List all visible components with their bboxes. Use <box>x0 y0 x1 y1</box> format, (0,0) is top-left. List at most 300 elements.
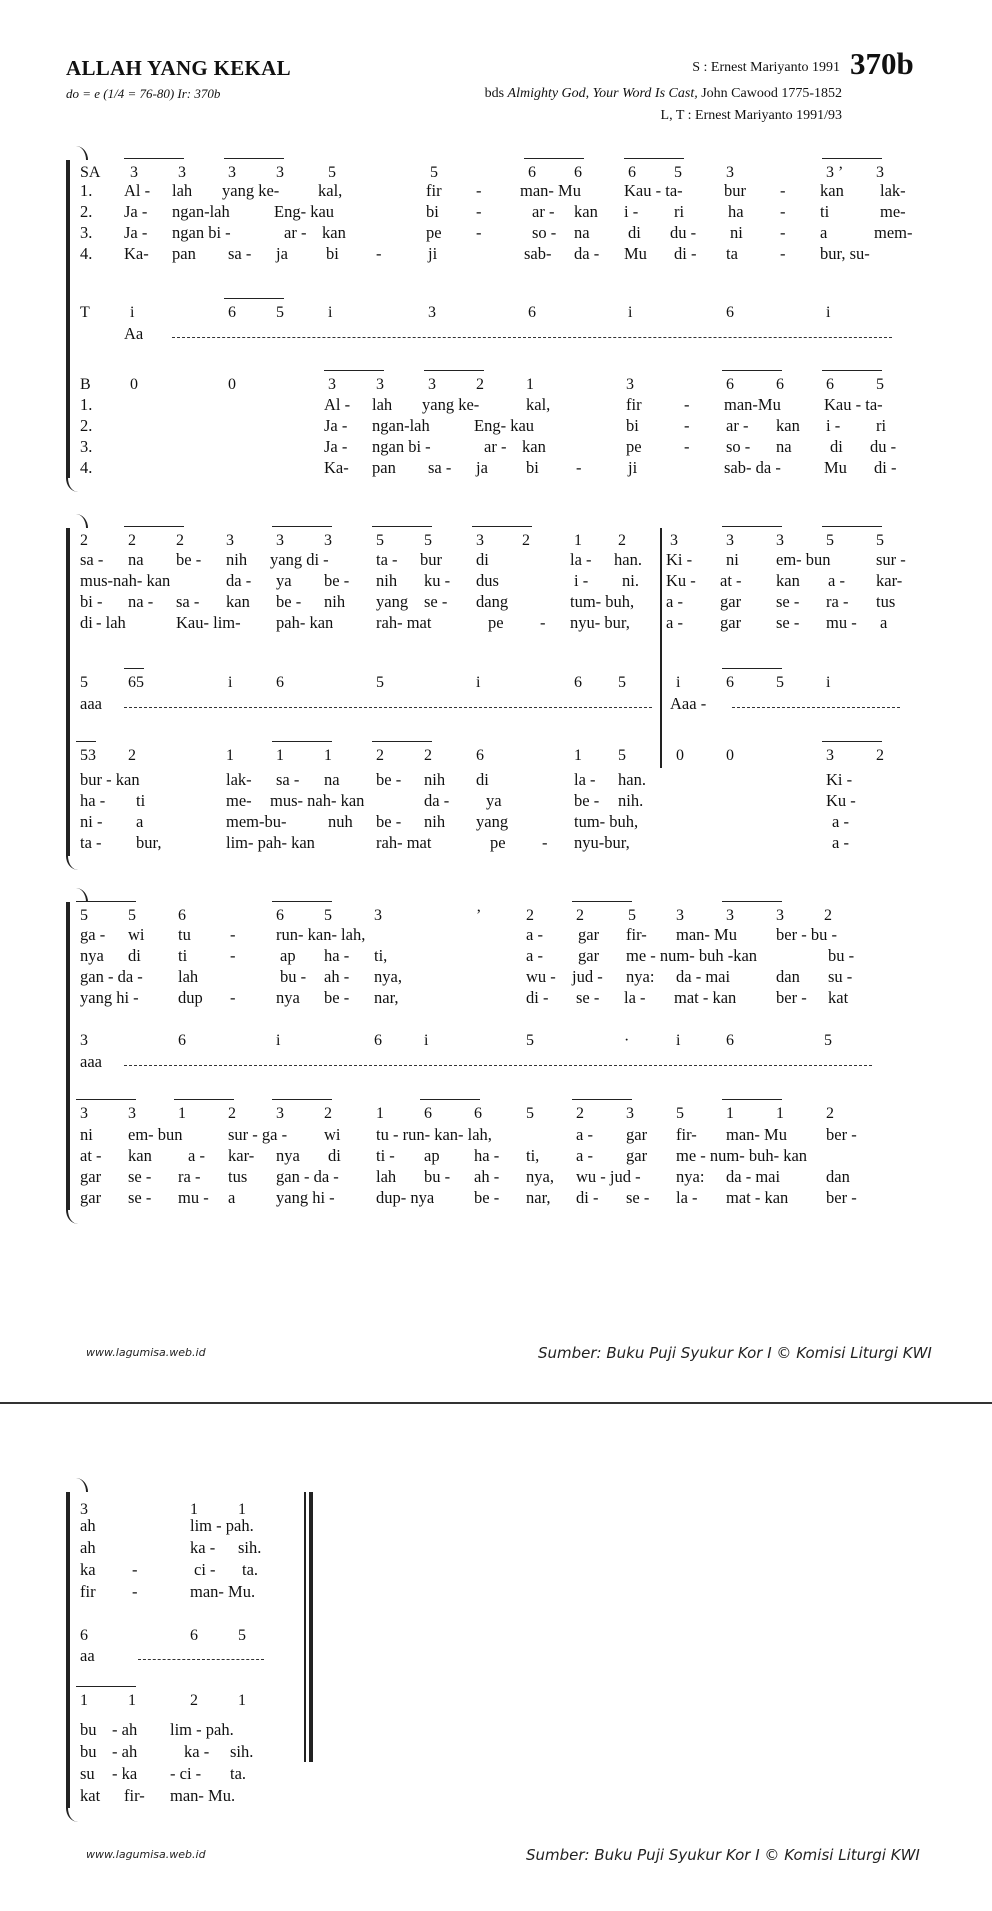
syllable: se - <box>128 1167 152 1186</box>
note: 2 <box>618 532 626 549</box>
syllable: - lah <box>96 613 126 632</box>
syllable: ngan-lah <box>372 416 430 435</box>
note: 3 <box>826 747 834 764</box>
melisma-dash-line <box>124 1065 872 1066</box>
note: i <box>130 304 135 321</box>
note: i <box>826 304 831 321</box>
note: 3 <box>80 1501 88 1518</box>
syllable: - <box>684 395 690 414</box>
note: 0 <box>676 747 684 764</box>
syllable: na <box>776 437 792 456</box>
syllable: dang <box>476 592 509 611</box>
note: SA <box>80 164 101 181</box>
syllable: pe <box>488 613 504 632</box>
syllable: yang ke- <box>422 395 480 414</box>
note-beam <box>822 741 882 742</box>
syllable: na <box>324 770 340 789</box>
syllable: nih <box>424 770 446 789</box>
note: 5 <box>328 164 336 181</box>
syllable: mus- nah- kan <box>270 791 365 810</box>
syllable: 4. <box>80 244 93 263</box>
syllable: ta. <box>230 1764 247 1783</box>
syllable: se - <box>626 1188 650 1207</box>
syllable: na <box>574 223 590 242</box>
syllable: da - <box>424 791 450 810</box>
syllable: Ja - <box>324 437 348 456</box>
note: 5 <box>824 1032 832 1049</box>
note-beam <box>822 370 882 371</box>
note: 2 <box>324 1105 332 1122</box>
syllable: gan - da - <box>276 1167 339 1186</box>
note-beam <box>524 158 584 159</box>
syllable: - <box>132 1582 138 1601</box>
syllable: - ah <box>112 1720 138 1739</box>
syllable: lah <box>178 967 199 986</box>
final-barline-thin <box>304 1492 306 1762</box>
syllable: se - <box>576 988 600 1007</box>
syllable: ni <box>730 223 743 242</box>
syllable: kar- <box>876 571 903 590</box>
note: 6 <box>374 1032 382 1049</box>
syllable: Ka- <box>324 458 349 477</box>
syllable: ar - <box>484 437 507 456</box>
note: 65 <box>128 674 144 691</box>
syllable: tus <box>876 592 896 611</box>
note-beam <box>76 1099 136 1100</box>
syllable: ni - <box>80 812 103 831</box>
syllable: nya <box>276 1146 300 1165</box>
syllable: - ci - <box>170 1764 202 1783</box>
system-bracket <box>66 1492 75 1808</box>
note: 5 <box>424 532 432 549</box>
note: 5 <box>376 674 384 691</box>
syllable: fir <box>626 395 642 414</box>
footer-website[interactable]: www.lagumisa.web.id <box>86 1848 206 1861</box>
note: 6 <box>276 907 284 924</box>
syllable: a - <box>576 1125 593 1144</box>
syllable: ji <box>428 244 438 263</box>
note: 6 <box>726 674 734 691</box>
note: 5 <box>80 907 88 924</box>
syllable: ya <box>276 571 292 590</box>
note: 6 <box>826 376 834 393</box>
note: 2 <box>190 1692 198 1709</box>
composer-credit: S : Ernest Mariyanto 1991 <box>692 60 840 75</box>
syllable: Mu <box>824 458 847 477</box>
syllable: di <box>628 223 641 242</box>
syllable: ha - <box>324 946 350 965</box>
syllable: - <box>376 244 382 263</box>
note: 3 <box>626 1105 634 1122</box>
syllable: ri <box>876 416 887 435</box>
note-beam <box>572 901 632 902</box>
note: i <box>826 674 831 691</box>
note: 3 <box>328 376 336 393</box>
syllable: yang <box>476 812 509 831</box>
note-beam <box>272 901 332 902</box>
syllable: me- <box>880 202 906 221</box>
syllable: bi - <box>80 592 103 611</box>
syllable: be - <box>324 571 350 590</box>
note: 2 <box>376 747 384 764</box>
note-beam <box>124 526 184 527</box>
syllable: a - <box>832 833 849 852</box>
syllable: wu - <box>526 967 556 986</box>
note: 5 <box>376 532 384 549</box>
syllable: kal, <box>526 395 551 414</box>
note: 3 <box>128 1105 136 1122</box>
note: 5 <box>628 907 636 924</box>
syllable: di <box>476 770 489 789</box>
syllable: di <box>328 1146 341 1165</box>
syllable: - <box>540 613 546 632</box>
note: 6 <box>190 1627 198 1644</box>
syllable: be - <box>324 988 350 1007</box>
syllable: lim - pah. <box>170 1720 234 1739</box>
note: 3 <box>80 1032 88 1049</box>
note: 2 <box>476 376 484 393</box>
syllable: me - num- buh- kan <box>676 1146 808 1165</box>
syllable: sur - <box>876 550 906 569</box>
syllable: kat <box>80 1786 101 1805</box>
syllable: di - <box>576 1188 599 1207</box>
syllable: la - <box>676 1188 698 1207</box>
syllable: 1. <box>80 181 93 200</box>
syllable: di - <box>674 244 697 263</box>
syllable: Ka- <box>124 244 149 263</box>
syllable: Eng- kau <box>274 202 335 221</box>
syllable: a - <box>188 1146 205 1165</box>
tempo-key-marking: do = e (1/4 = 76-80) Ir: 370b <box>66 86 221 101</box>
syllable: be - <box>574 791 600 810</box>
syllable: bi <box>326 244 339 263</box>
syllable: - <box>780 202 786 221</box>
syllable: nya: <box>676 1167 705 1186</box>
syllable: nar, <box>374 988 399 1007</box>
note: 3 <box>226 532 234 549</box>
syllable: yang hi - <box>276 1188 335 1207</box>
note: 1 <box>376 1105 384 1122</box>
syllable: dus <box>476 571 499 590</box>
note: i <box>328 304 333 321</box>
syllable: ji <box>628 458 638 477</box>
syllable: Aaa - <box>670 694 707 713</box>
note: 2 <box>576 907 584 924</box>
syllable: da - mai <box>676 967 731 986</box>
note: 5 <box>876 376 884 393</box>
syllable: Mu <box>624 244 647 263</box>
note: 2 <box>576 1105 584 1122</box>
syllable: run- kan- lah, <box>276 925 366 944</box>
syllable: sa - <box>428 458 452 477</box>
syllable: a - <box>832 812 849 831</box>
note: · <box>624 1032 630 1049</box>
syllable: ni <box>80 1125 93 1144</box>
note-beam <box>420 1099 480 1100</box>
syllable: kan <box>820 181 844 200</box>
syllable: se - <box>128 1188 152 1207</box>
based-on-title: Almighty God, Your Word Is Cast, <box>507 86 698 101</box>
note-beam <box>272 526 332 527</box>
syllable: sur - ga - <box>228 1125 288 1144</box>
syllable: - <box>780 181 786 200</box>
syllable: bu - <box>424 1167 451 1186</box>
syllable: - <box>230 925 236 944</box>
note: 6 <box>776 376 784 393</box>
note: 2 <box>176 532 184 549</box>
syllable: pan <box>172 244 196 263</box>
note: 0 <box>228 376 236 393</box>
note: 2 <box>824 907 832 924</box>
syllable: tu <box>178 925 191 944</box>
note: 1 <box>128 1692 136 1709</box>
note: 2 <box>522 532 530 549</box>
syllable: nyu- bur, <box>570 613 630 632</box>
note: 6 <box>726 304 734 321</box>
syllable: gar <box>80 1188 102 1207</box>
syllable: ra - <box>178 1167 201 1186</box>
note: 6 <box>528 304 536 321</box>
syllable: pan <box>372 458 396 477</box>
note: 3 <box>228 164 236 181</box>
syllable: ti - <box>376 1146 395 1165</box>
note: 6 <box>178 1032 186 1049</box>
syllable: ap <box>280 946 296 965</box>
syllable: su <box>80 1764 95 1783</box>
syllable: ah <box>80 1538 96 1557</box>
note: 5 <box>618 674 626 691</box>
syllable: mus-nah- kan <box>80 571 171 590</box>
lyrics-credit: L, T : Ernest Mariyanto 1991/93 <box>660 108 842 123</box>
syllable: em- bun <box>776 550 831 569</box>
syllable: Kau- lim- <box>176 613 241 632</box>
note: 5 <box>676 1105 684 1122</box>
syllable: a - <box>526 925 543 944</box>
system-bracket <box>66 902 75 1210</box>
syllable: ka <box>80 1560 96 1579</box>
syllable: - <box>132 1560 138 1579</box>
syllable: rah- mat <box>376 613 432 632</box>
syllable: sa - <box>80 550 104 569</box>
note: 5 <box>526 1105 534 1122</box>
syllable: Al - <box>324 395 351 414</box>
syllable: sab- <box>524 244 552 263</box>
syllable: pe <box>626 437 642 456</box>
note-beam <box>722 526 782 527</box>
syllable: wi <box>128 925 145 944</box>
syllable: ti, <box>526 1146 540 1165</box>
syllable: ti, <box>374 946 388 965</box>
syllable: kan <box>776 416 800 435</box>
syllable: Ja - <box>324 416 348 435</box>
syllable: bi <box>426 202 439 221</box>
syllable: - ah <box>112 1742 138 1761</box>
note: 6 <box>726 1032 734 1049</box>
syllable: ber - <box>826 1188 857 1207</box>
syllable: lah <box>372 395 393 414</box>
footer-website[interactable]: www.lagumisa.web.id <box>86 1346 206 1359</box>
syllable: aaa <box>80 694 102 713</box>
syllable: man- Mu <box>726 1125 787 1144</box>
syllable: ta <box>726 244 738 263</box>
based-on-credit <box>485 86 842 102</box>
syllable: kar- <box>228 1146 255 1165</box>
syllable: mem-bu- <box>226 812 287 831</box>
syllable: - <box>230 946 236 965</box>
hymn-number: 370b <box>850 46 914 81</box>
syllable: yang di - <box>270 550 329 569</box>
note-beam <box>822 526 882 527</box>
syllable: la - <box>570 550 592 569</box>
note: 5 <box>526 1032 534 1049</box>
note: 3 <box>670 532 678 549</box>
note: 6 <box>628 164 636 181</box>
syllable: fir <box>426 181 442 200</box>
syllable: dup <box>178 988 203 1007</box>
syllable: su - <box>828 967 853 986</box>
note: 3 <box>476 532 484 549</box>
note: 3 <box>726 907 734 924</box>
syllable: dan <box>776 967 800 986</box>
note: 3 <box>776 532 784 549</box>
syllable: - <box>780 223 786 242</box>
note: 3 <box>776 907 784 924</box>
syllable: sa - <box>176 592 200 611</box>
syllable: at - <box>720 571 742 590</box>
syllable: ta. <box>242 1560 259 1579</box>
syllable: a <box>880 613 888 632</box>
note-beam <box>722 668 782 669</box>
note: 3 <box>276 164 284 181</box>
syllable: nih <box>376 571 398 590</box>
syllable: a - <box>828 571 845 590</box>
syllable: mu - <box>178 1188 209 1207</box>
syllable: tum- buh, <box>574 812 639 831</box>
syllable: ni. <box>622 571 639 590</box>
syllable: ha - <box>474 1146 500 1165</box>
syllable: gar <box>80 1167 102 1186</box>
note: 5 <box>276 304 284 321</box>
syllable: du - <box>870 437 897 456</box>
syllable: aaa <box>80 1052 102 1071</box>
note: 3 <box>276 532 284 549</box>
syllable: a <box>820 223 828 242</box>
syllable: ber - bu - <box>776 925 837 944</box>
syllable: ja <box>476 458 488 477</box>
syllable: man- Mu. <box>190 1582 256 1601</box>
note: 3 <box>676 907 684 924</box>
syllable: se - <box>776 613 800 632</box>
note: 5 <box>776 674 784 691</box>
syllable: ah - <box>474 1167 500 1186</box>
note: 2 <box>424 747 432 764</box>
syllable: dup- nya <box>376 1188 435 1207</box>
syllable: ra - <box>826 592 849 611</box>
note: i <box>276 1032 281 1049</box>
syllable: kan <box>522 437 546 456</box>
note-beam <box>124 158 184 159</box>
syllable: rah- mat <box>376 833 432 852</box>
syllable: bu - <box>280 967 307 986</box>
syllable: pe <box>426 223 442 242</box>
syllable: em- bun <box>128 1125 183 1144</box>
syllable: bu <box>80 1720 97 1739</box>
note: 2 <box>526 907 534 924</box>
syllable: wi <box>324 1125 341 1144</box>
syllable: da - <box>226 571 252 590</box>
syllable: gar <box>626 1125 648 1144</box>
note-beam <box>424 370 484 371</box>
syllable: sih. <box>238 1538 262 1557</box>
syllable: bur - kan <box>80 770 140 789</box>
note: 2 <box>228 1105 236 1122</box>
syllable: be - <box>376 770 402 789</box>
syllable: nih <box>226 550 248 569</box>
syllable: kal, <box>318 181 343 200</box>
syllable: - ka <box>112 1764 138 1783</box>
syllable: kan <box>322 223 346 242</box>
syllable: bur, <box>136 833 162 852</box>
syllable: Eng- kau <box>474 416 535 435</box>
note: 1 <box>726 1105 734 1122</box>
note: i <box>676 1032 681 1049</box>
syllable: yang hi - <box>80 988 139 1007</box>
note-beam <box>722 1099 782 1100</box>
syllable: bur <box>724 181 746 200</box>
note-beam <box>76 741 96 742</box>
syllable: lak- <box>880 181 906 200</box>
syllable: gar <box>720 592 742 611</box>
final-barline-thick <box>309 1492 313 1762</box>
syllable: a - <box>666 613 683 632</box>
note: 1 <box>238 1692 246 1709</box>
melisma-dash-line <box>732 707 900 708</box>
syllable: ku - <box>424 571 451 590</box>
note: 5 <box>618 747 626 764</box>
syllable: ar - <box>532 202 555 221</box>
syllable: han. <box>614 550 642 569</box>
syllable: be - <box>474 1188 500 1207</box>
syllable: so - <box>726 437 751 456</box>
syllable: 2. <box>80 202 93 221</box>
syllable: i - <box>826 416 841 435</box>
note-beam <box>372 741 432 742</box>
syllable: kan <box>226 592 250 611</box>
syllable: ta - <box>80 833 102 852</box>
note: 1 <box>574 747 582 764</box>
syllable: ti <box>820 202 830 221</box>
note-beam <box>722 901 782 902</box>
syllable: nya, <box>374 967 402 986</box>
note: 6 <box>80 1627 88 1644</box>
syllable: a <box>136 812 144 831</box>
syllable: di - <box>526 988 549 1007</box>
footer-source: Sumber: Buku Puji Syukur Kor I © Komisi Liturgi KWI <box>526 1846 920 1864</box>
note: 6 <box>726 376 734 393</box>
syllable: sa - <box>276 770 300 789</box>
note: 3 <box>876 164 884 181</box>
note: 6 <box>574 164 582 181</box>
syllable: na - <box>128 592 154 611</box>
note: 2 <box>826 1105 834 1122</box>
system-bracket <box>66 160 75 478</box>
syllable: sa - <box>228 244 252 263</box>
note-beam <box>572 1099 632 1100</box>
syllable: pe <box>490 833 506 852</box>
syllable: bi <box>526 458 539 477</box>
syllable: yang <box>376 592 409 611</box>
syllable: so - <box>532 223 557 242</box>
